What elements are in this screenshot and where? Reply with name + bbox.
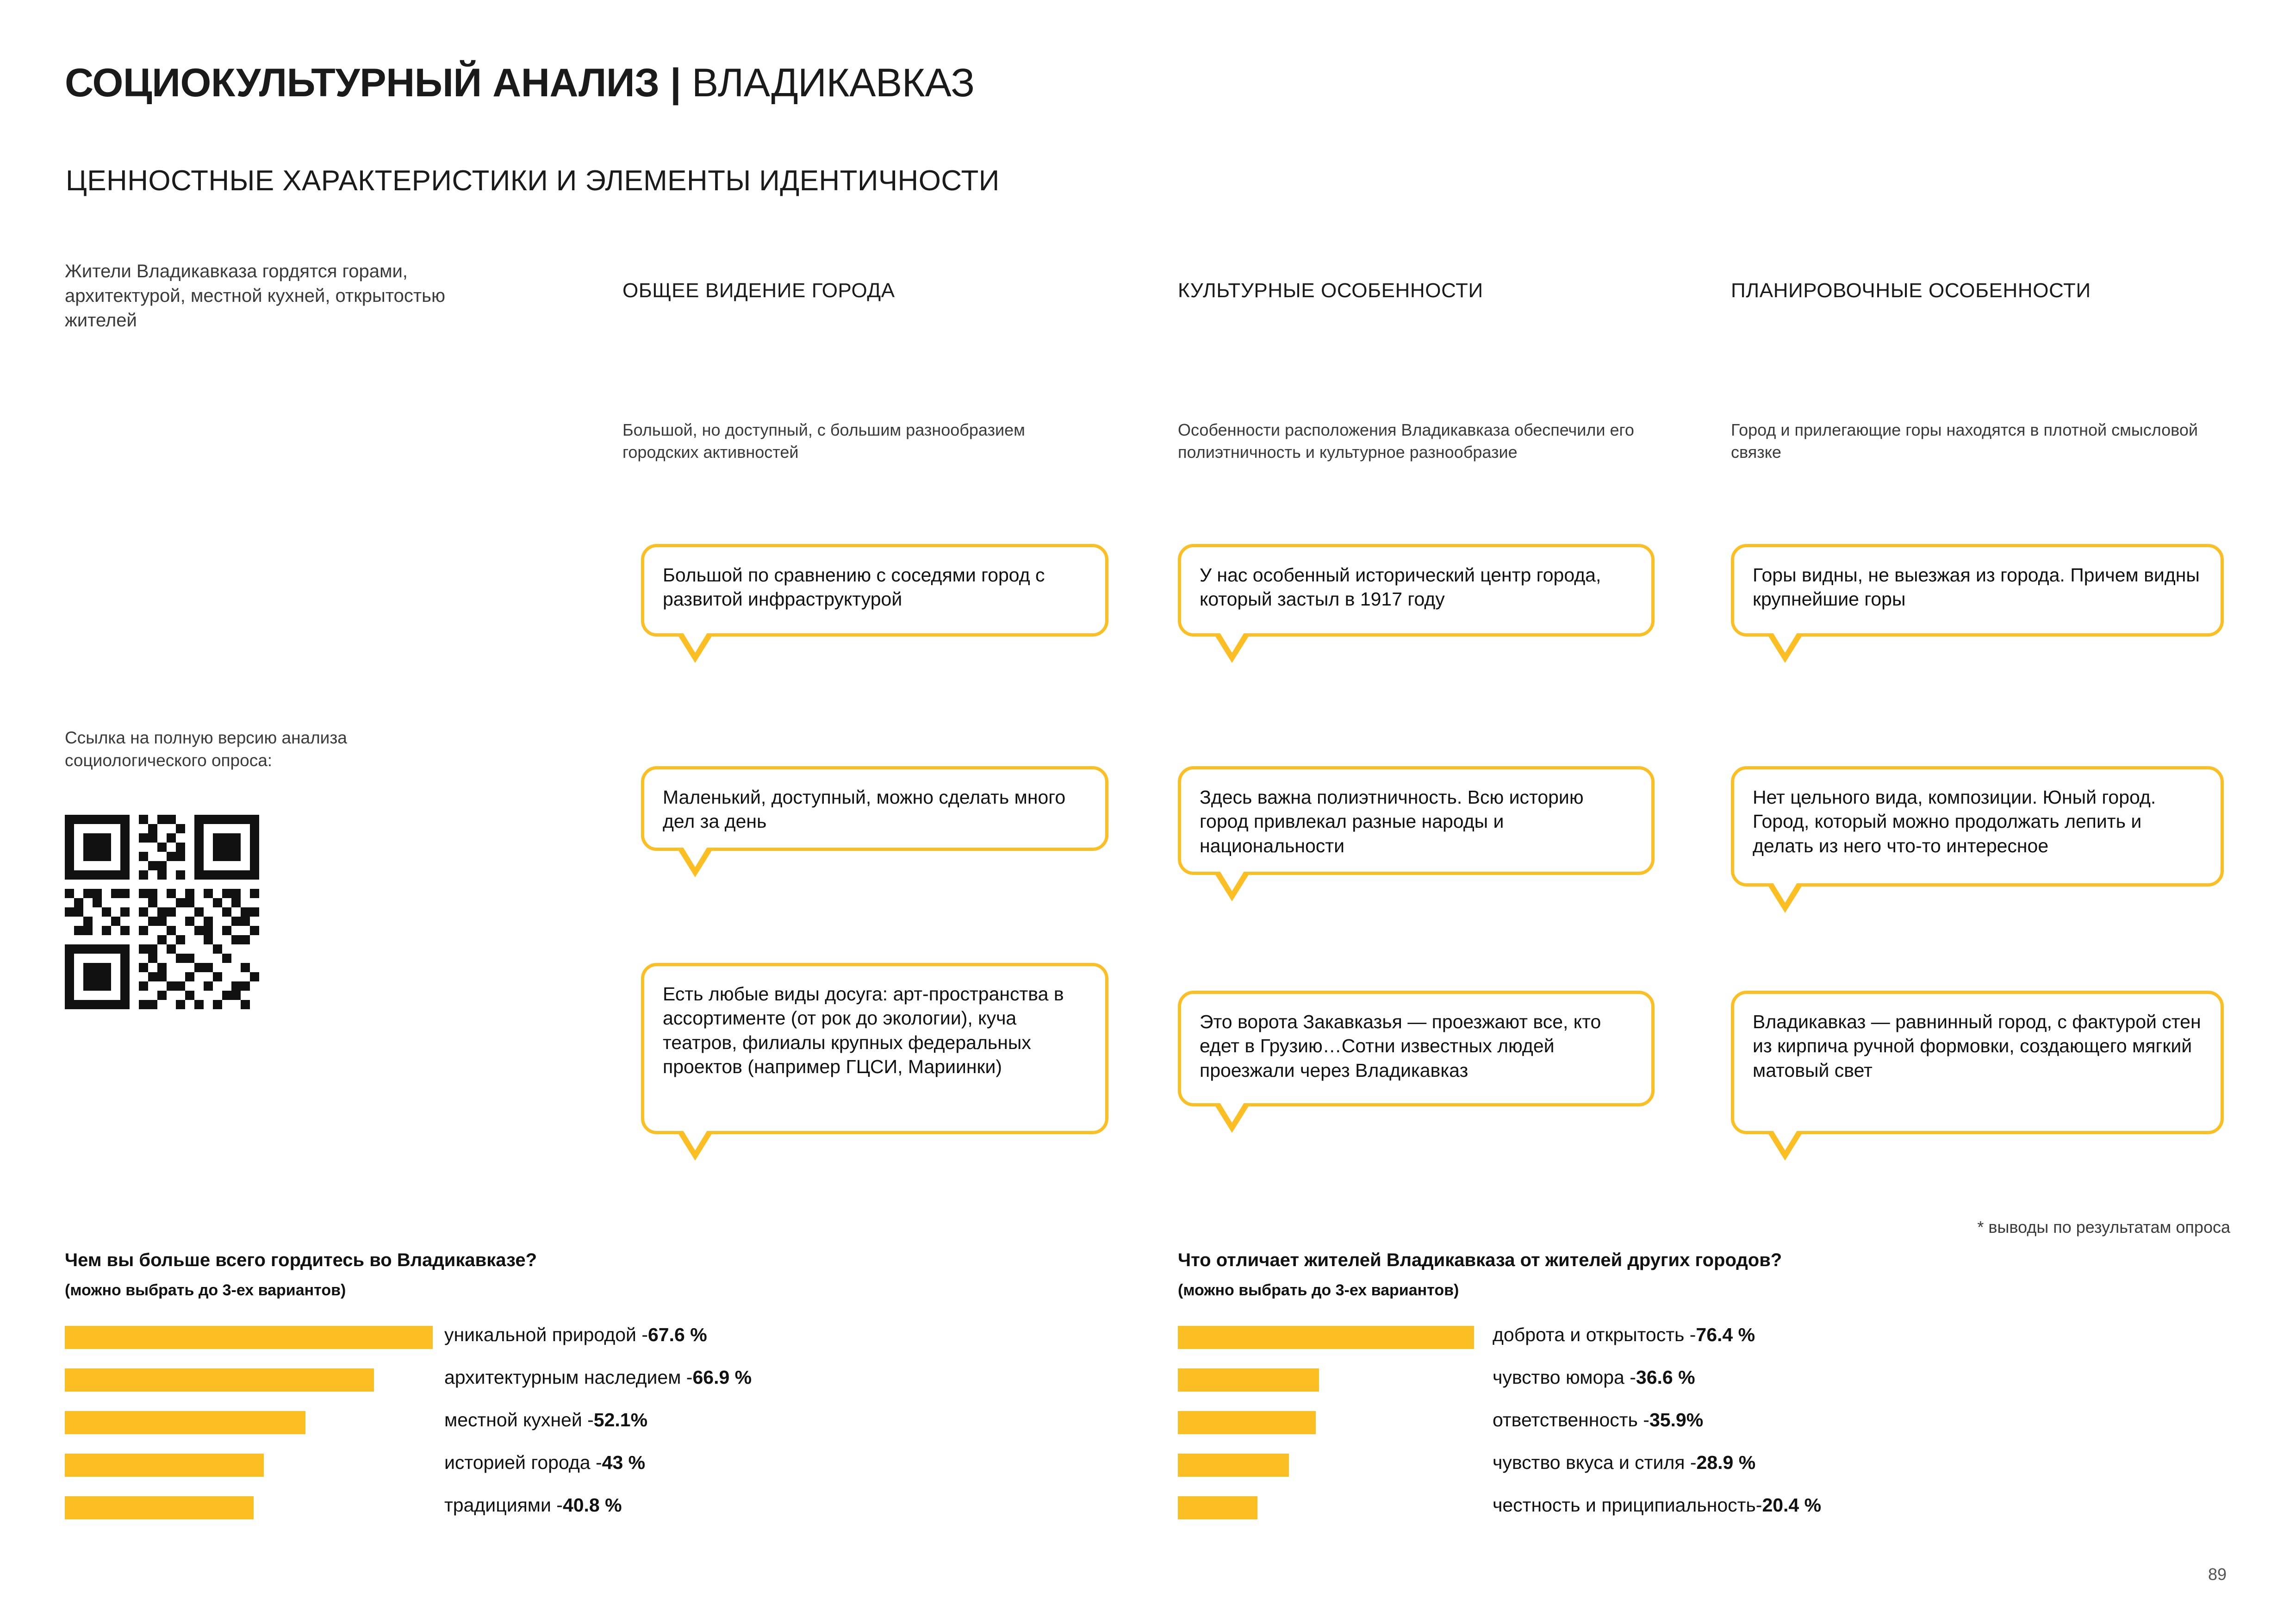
- quote-text: Это ворота Закавказья — проезжают все, кто едет в Грузию…Сотни известных людей проезжали через Владикавказ: [1200, 1011, 1601, 1081]
- column-lead-3: Город и прилегающие горы находятся в плотной смысловой связке: [1731, 420, 2198, 462]
- quote-text: Владикавказ — равнинный город, с фактурой стен из кирпича ручной формовки, создающего мягкий матовый свет: [1753, 1011, 2201, 1081]
- chart-2-bar-3: [1178, 1454, 1289, 1477]
- chart-1-row-3: [65, 1447, 1083, 1490]
- chart-1-category-1: архитектурным наследием -: [444, 1367, 693, 1388]
- chart-1-label-4: [444, 1494, 622, 1516]
- page-title-city: ВЛАДИКАВКАЗ: [681, 61, 975, 105]
- quote-bubble-2-3: [1178, 991, 1655, 1106]
- chart-1-value-1: 66.9 %: [692, 1367, 752, 1388]
- quote-bubble-1-3: [641, 963, 1108, 1134]
- chart-2-row-2: [1178, 1405, 2219, 1447]
- quote-bubble-1-2: [641, 766, 1108, 851]
- chart-2-bar-4: [1178, 1496, 1257, 1519]
- column-heading-1: ОБЩЕЕ ВИДЕНИЕ ГОРОДА: [622, 279, 895, 302]
- chart-1-label-2: [444, 1409, 647, 1431]
- chart-1-bar-4: [65, 1496, 254, 1519]
- chart-1-value-3: 43 %: [602, 1452, 646, 1473]
- chart-1-category-4: традициями -: [444, 1494, 563, 1516]
- quote-text: Горы видны, не выезжая из города. Причем видны крупнейшие горы: [1753, 564, 2200, 610]
- chart-2-category-0: доброта и открытость -: [1493, 1324, 1696, 1345]
- chart-1-subtitle: (можно выбрать до 3-ех вариантов): [65, 1281, 346, 1299]
- chart-2-value-0: 76.4 %: [1696, 1324, 1755, 1345]
- quote-text: Большой по сравнению с соседями город с развитой инфраструктурой: [663, 564, 1045, 610]
- chart-2-label-4: [1493, 1494, 1821, 1516]
- bubble-tail-inner: [1772, 631, 1798, 653]
- page-number: 89: [2208, 1565, 2227, 1584]
- chart-1-label-0: [444, 1324, 707, 1346]
- chart-1-row-4: [65, 1490, 1083, 1532]
- chart-2-row-3: [1178, 1447, 2219, 1490]
- chart-1-category-2: местной кухней -: [444, 1409, 594, 1430]
- chart-1-category-0: уникальной природой -: [444, 1324, 648, 1345]
- chart-2-value-2: 35.9%: [1649, 1409, 1704, 1430]
- bubble-tail-inner: [1772, 1129, 1798, 1150]
- quote-bubble-3-1: [1731, 544, 2224, 637]
- chart-2-label-1: [1493, 1367, 1695, 1388]
- chart-2-category-2: ответственность -: [1493, 1409, 1649, 1430]
- quote-text: У нас особенный исторический центр города, который застыл в 1917 году: [1200, 564, 1601, 610]
- column-heading-2: КУЛЬТУРНЫЕ ОСОБЕННОСТИ: [1178, 279, 1483, 302]
- quote-text: Маленький, доступный, можно сделать много дел за день: [663, 787, 1066, 832]
- bubble-tail-inner: [1219, 631, 1245, 653]
- quote-text: Нет цельного вида, композиции. Юный город. Город, который можно продолжать лепить и делать из него что-то интересное: [1753, 787, 2156, 856]
- chart-2-bar-2: [1178, 1411, 1316, 1434]
- chart-2-category-4: честность и приципиальность-: [1493, 1494, 1762, 1516]
- chart-2-row-0: [1178, 1319, 2219, 1362]
- chart-2-row-1: [1178, 1362, 2219, 1405]
- column-lead-1: Большой, но доступный, с большим разнообразием городских активностей: [622, 420, 1025, 462]
- chart-1-value-0: 67.6 %: [648, 1324, 707, 1345]
- chart-1-bar-3: [65, 1454, 264, 1477]
- quote-bubble-3-3: [1731, 991, 2224, 1134]
- chart-2-bar-0: [1178, 1326, 1474, 1349]
- qr-caption: Ссылка на полную версию анализа социологического опроса:: [65, 728, 347, 770]
- chart-1: [65, 1319, 1083, 1532]
- bubble-tail-inner: [682, 1129, 708, 1150]
- chart-2-label-2: [1493, 1409, 1703, 1431]
- bubble-tail-inner: [1772, 881, 1798, 903]
- quote-bubble-1-1: [641, 544, 1108, 637]
- bubble-tail-inner: [682, 846, 708, 867]
- intro-text: Жители Владикавказа гордятся горами, архитектурой, местной кухней, открытостью жителей: [65, 261, 446, 331]
- page-title: [65, 60, 975, 106]
- bubble-tail-inner: [1219, 1101, 1245, 1123]
- chart-1-bar-2: [65, 1411, 305, 1434]
- bubble-tail-inner: [682, 631, 708, 653]
- chart-2-row-4: [1178, 1490, 2219, 1532]
- chart-2-category-1: чувство юмора -: [1493, 1367, 1636, 1388]
- quote-text: Есть любые виды досуга: арт-пространства в ассортименте (от рок до экологии), куча театров, филиалы крупных федеральных проектов (например ГЦСИ, Мариинки): [663, 983, 1064, 1078]
- chart-2-value-3: 28.9 %: [1696, 1452, 1756, 1473]
- chart-2-category-3: чувство вкуса и стиля -: [1493, 1452, 1697, 1473]
- chart-2: [1178, 1319, 2219, 1532]
- chart-1-bar-0: [65, 1326, 433, 1349]
- chart-2-subtitle: (можно выбрать до 3-ех вариантов): [1178, 1281, 1459, 1299]
- quote-bubble-2-1: [1178, 544, 1655, 637]
- chart-1-value-2: 52.1%: [593, 1409, 648, 1430]
- quote-bubble-3-2: [1731, 766, 2224, 887]
- footnote: * выводы по результатам опроса: [1977, 1218, 2230, 1237]
- bubble-tail-inner: [1219, 870, 1245, 891]
- chart-1-title: Чем вы больше всего гордитесь во Владикавказе?: [65, 1250, 537, 1270]
- chart-2-title: Что отличает жителей Владикавказа от жителей других городов?: [1178, 1250, 1782, 1270]
- column-lead-2: Особенности расположения Владикавказа обеспечили его полиэтничность и культурное разнообразие: [1178, 420, 1634, 462]
- qr-code[interactable]: [65, 815, 259, 1009]
- chart-2-label-0: [1493, 1324, 1755, 1346]
- chart-1-label-3: [444, 1452, 645, 1474]
- chart-1-row-2: [65, 1405, 1083, 1447]
- chart-1-bar-1: [65, 1368, 374, 1392]
- chart-1-label-1: [444, 1367, 752, 1388]
- chart-1-value-4: 40.8 %: [562, 1494, 622, 1516]
- chart-2-label-3: [1493, 1452, 1755, 1474]
- chart-1-row-1: [65, 1362, 1083, 1405]
- chart-2-bar-1: [1178, 1368, 1319, 1392]
- page-subtitle: ЦЕННОСТНЫЕ ХАРАКТЕРИСТИКИ И ЭЛЕМЕНТЫ ИДЕНТИЧНОСТИ: [66, 165, 1000, 197]
- quote-text: Здесь важна полиэтничность. Всю историю город привлекал разные народы и национальности: [1200, 787, 1584, 856]
- chart-1-category-3: историей города -: [444, 1452, 602, 1473]
- page-title-main: СОЦИОКУЛЬТУРНЫЙ АНАЛИЗ |: [65, 61, 681, 105]
- chart-1-row-0: [65, 1319, 1083, 1362]
- chart-2-value-1: 36.6 %: [1636, 1367, 1695, 1388]
- column-heading-3: ПЛАНИРОВОЧНЫЕ ОСОБЕННОСТИ: [1731, 279, 2091, 302]
- quote-bubble-2-2: [1178, 766, 1655, 875]
- chart-2-value-4: 20.4 %: [1762, 1494, 1822, 1516]
